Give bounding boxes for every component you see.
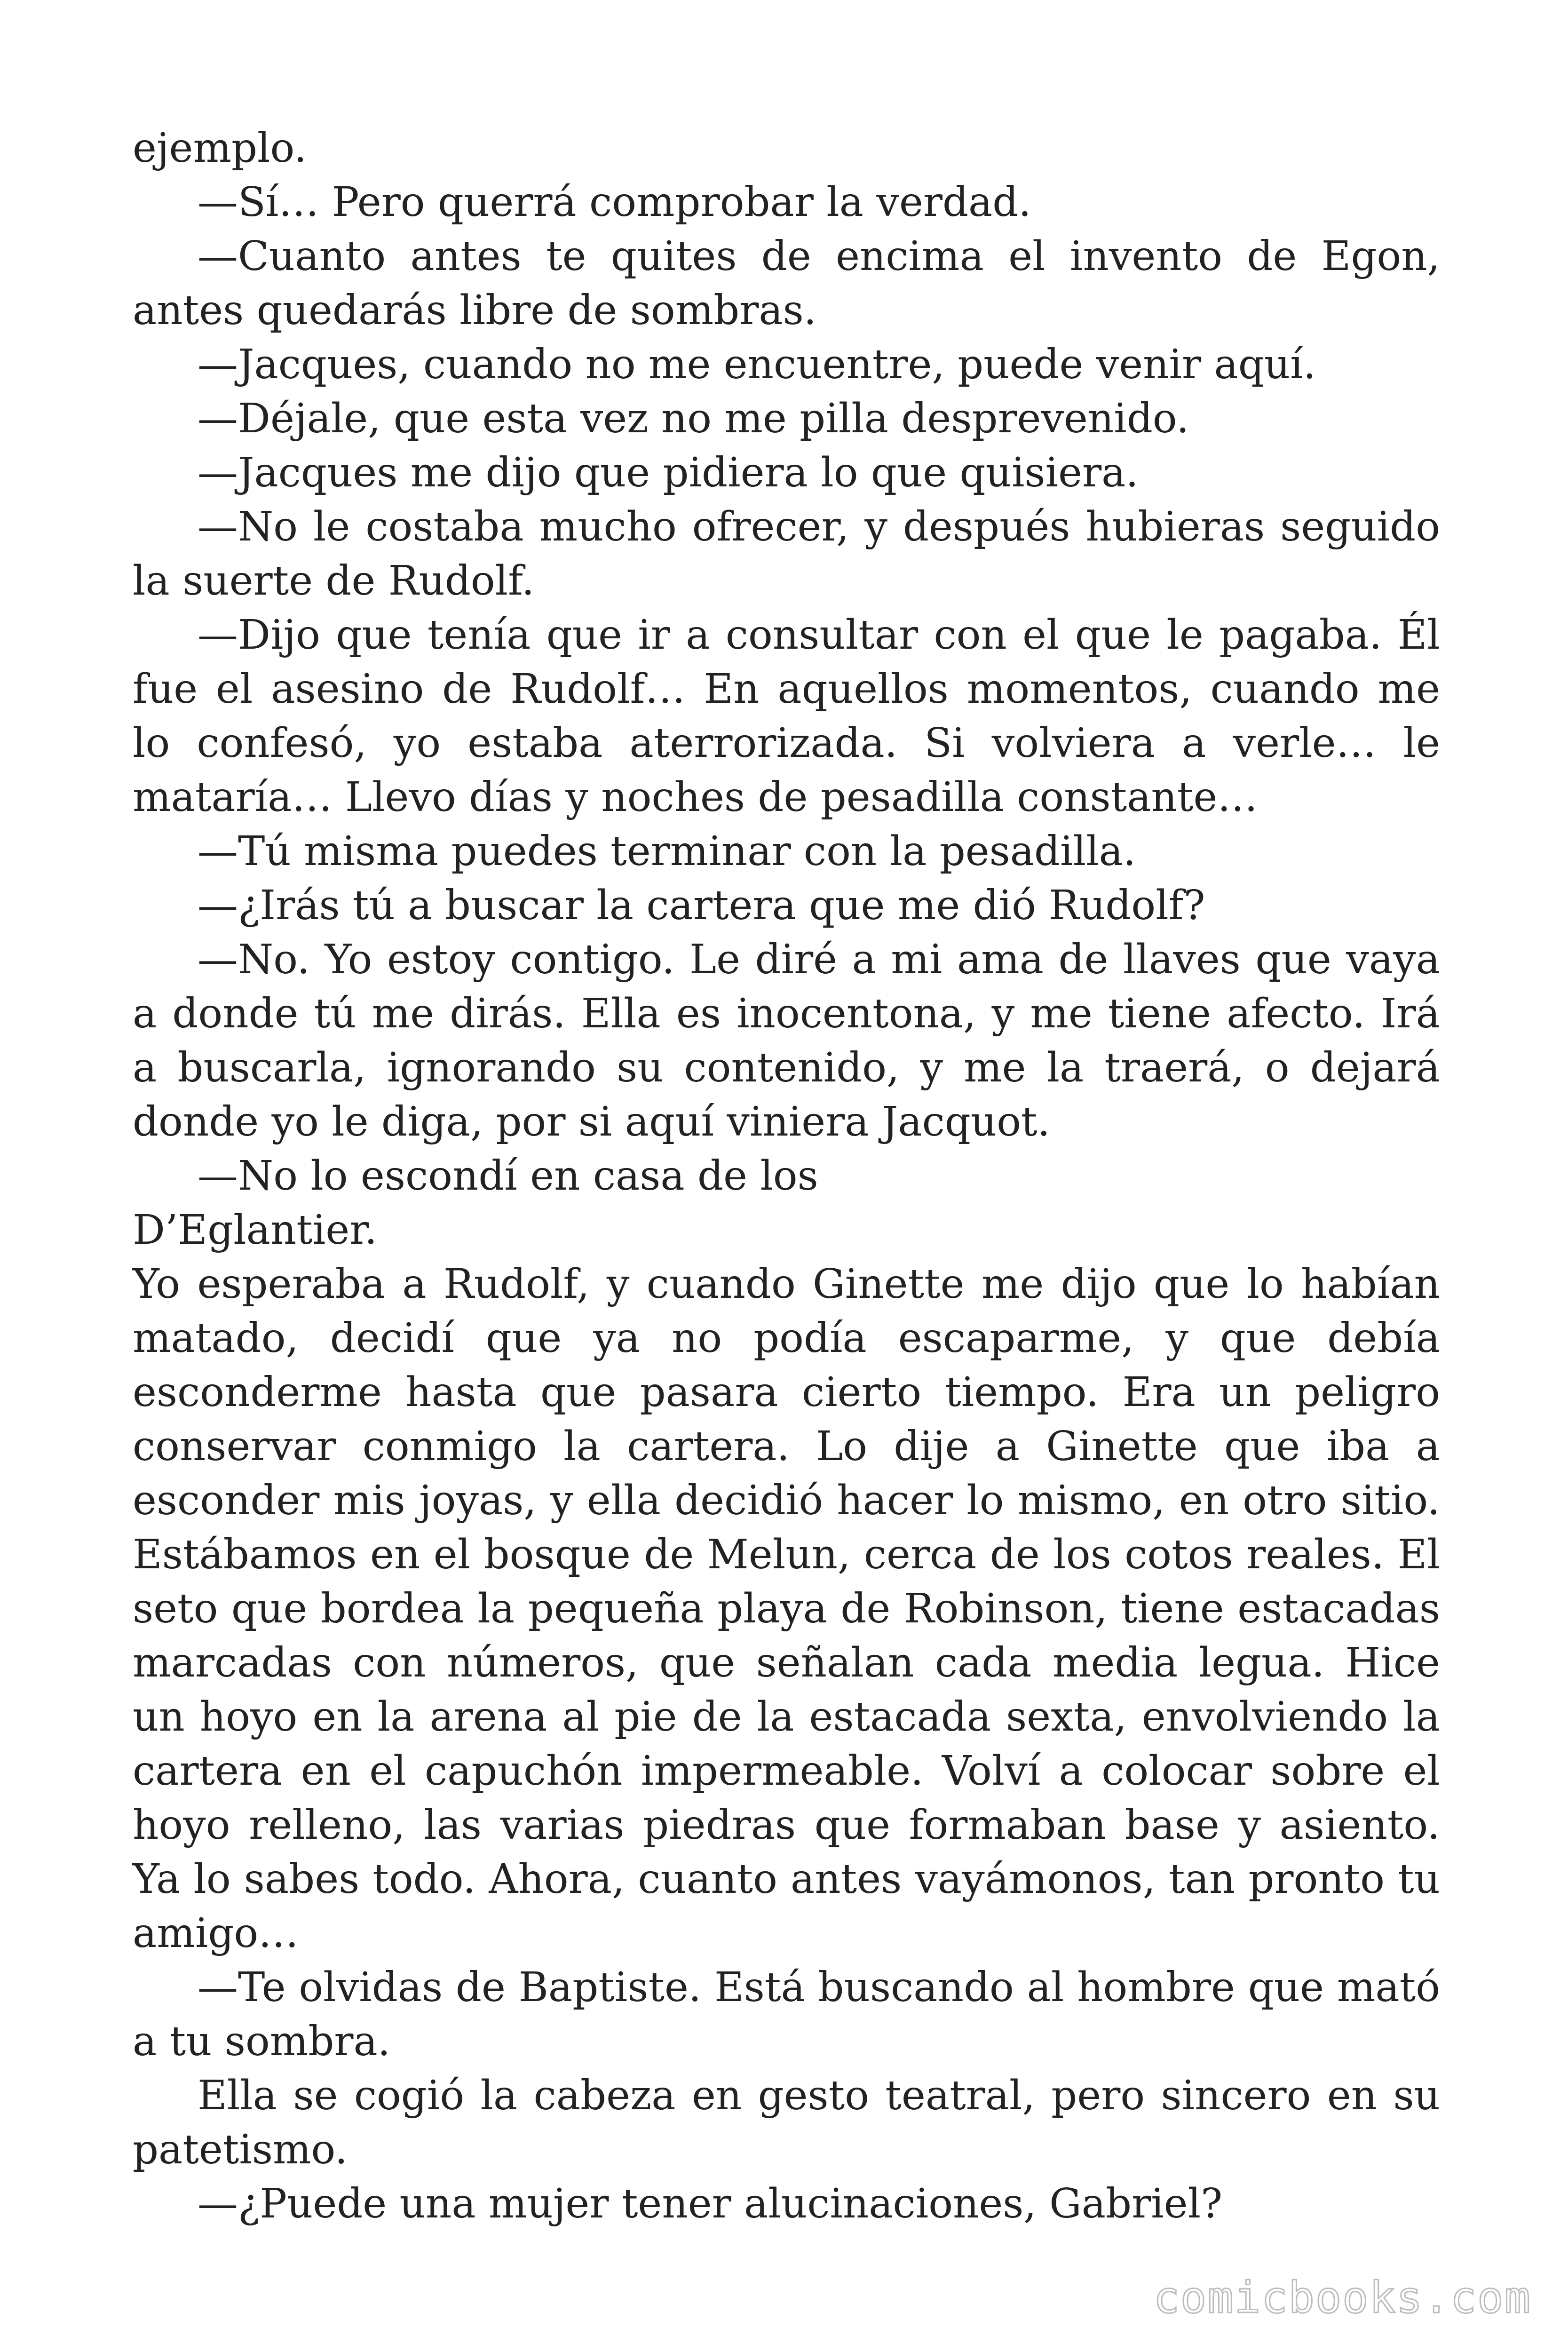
paragraph-8: —Dijo que tenía que ir a consultar con el que le pagaba. Él fue el asesino de Rudolf… En aquellos momentos, cuando me lo confesó, yo estaba aterrorizada. Si volviera a verle… le mataría… Llevo días y noches de pesadilla constante… xyxy=(133,612,1440,821)
paragraph-6: —Jacques me dijo que pidiera lo que quisiera. xyxy=(198,449,1139,496)
paragraph-15: —Te olvidas de Baptiste. Está buscando al hombre que mató a tu sombra. xyxy=(133,1964,1440,2065)
paragraph-7: —No le costaba mucho ofrecer, y después hubieras seguido la suerte de Rudolf. xyxy=(133,503,1440,604)
paragraph-1: ejemplo. xyxy=(133,125,307,172)
paragraph-4: —Jacques, cuando no me encuentre, puede venir aquí. xyxy=(198,341,1316,388)
paragraph-5: —Déjale, que esta vez no me pilla desprevenido. xyxy=(198,395,1189,442)
paragraph-10: —¿Irás tú a buscar la cartera que me dió Rudolf? xyxy=(198,882,1205,929)
paragraph-2: —Sí… Pero querrá comprobar la verdad. xyxy=(198,179,1031,226)
paragraph-14: Yo esperaba a Rudolf, y cuando Ginette me dijo que lo habían matado, decidí que ya no podía escaparme, y que debía esconderme hasta que pasara cierto tiempo. Era un peligro conservar conmigo la cartera. Lo dije a Ginette que iba a esconder mis joyas, y ella decidió hacer lo mismo, en otro sitio. Estábamos en el bosque de Melun, cerca de los cotos reales. El seto que bordea la pequeña playa de Robinson, tiene estacadas marcadas con números, que señalan cada media legua. Hice un hoyo en la arena al pie de la estacada sexta, envolviendo la cartera en el capuchón impermeable. Volví a colocar sobre el hoyo relleno, las varias piedras que formaban base y asiento. Ya lo sabes todo. Ahora, cuanto antes vayámonos, tan pronto tu amigo… xyxy=(133,1261,1440,1957)
paragraph-11: —No. Yo estoy contigo. Le diré a mi ama de llaves que vaya a donde tú me dirás. Ella es inocentona, y me tiene afecto. Irá a buscarla, ignorando su contenido, y me la traerá, o dejará donde yo le diga, por si aquí viniera Jacquot. xyxy=(133,936,1440,1145)
paragraph-9: —Tú misma puedes terminar con la pesadilla. xyxy=(198,828,1136,875)
paragraph-12: —No lo escondí en casa de los xyxy=(198,1152,818,1200)
body-text xyxy=(133,121,1440,2231)
paragraph-17: —¿Puede una mujer tener alucinaciones, Gabriel? xyxy=(198,2180,1223,2227)
paragraph-13: D’Eglantier. xyxy=(133,1207,378,1254)
watermark-text: comicbooks.com xyxy=(1153,2273,1531,2323)
paragraph-3: —Cuanto antes te quites de encima el invento de Egon, antes quedarás libre de sombras. xyxy=(133,233,1440,334)
paragraph-16: Ella se cogió la cabeza en gesto teatral, pero sincero en su patetismo. xyxy=(133,2072,1440,2173)
